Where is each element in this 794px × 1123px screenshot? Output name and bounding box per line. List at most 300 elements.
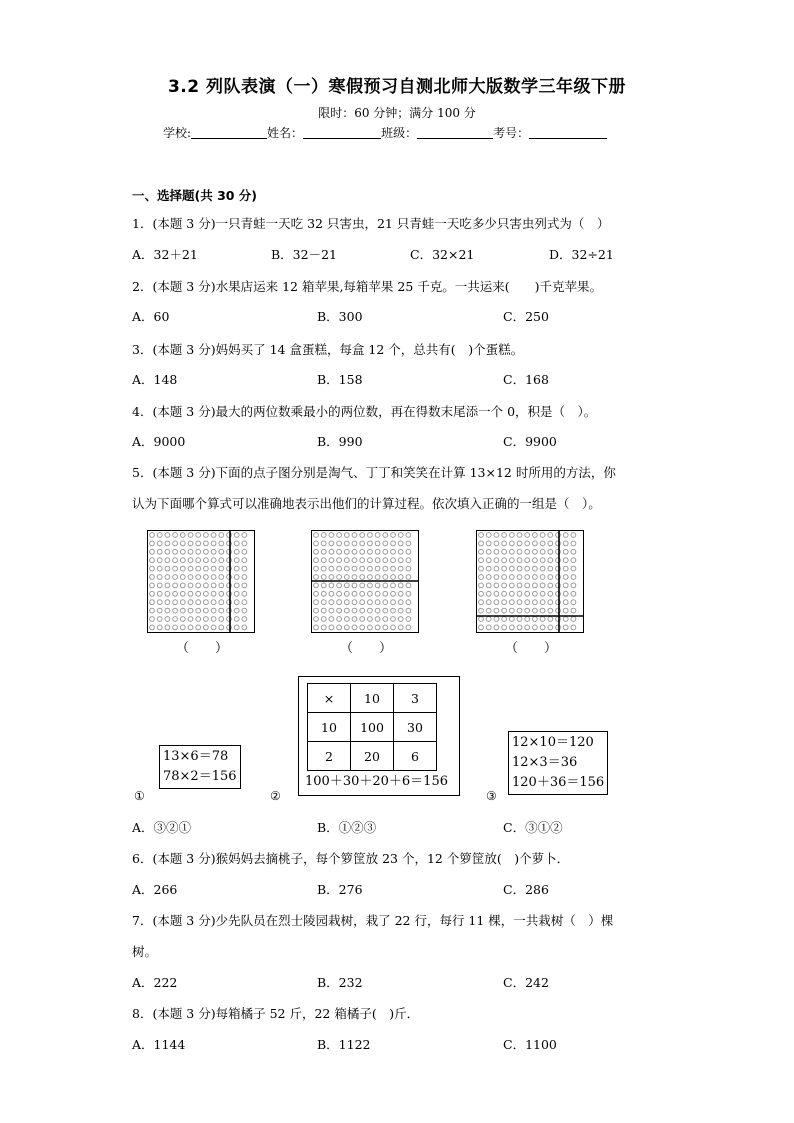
dot (204, 600, 209, 605)
dot (398, 608, 403, 613)
dot (502, 575, 507, 580)
q1-option-b[interactable]: B．32－21 (271, 247, 337, 262)
dot (337, 591, 342, 596)
question-7-line-2: 树。 (132, 944, 158, 959)
q2-option-c[interactable]: C．250 (503, 309, 549, 324)
dot (486, 566, 491, 571)
dot (398, 617, 403, 622)
dot (219, 600, 224, 605)
dot (219, 558, 224, 563)
dot (563, 533, 568, 538)
dot (204, 583, 209, 588)
dot (391, 566, 396, 571)
dot (150, 583, 155, 588)
dot (548, 583, 553, 588)
q7-option-b[interactable]: B．232 (317, 975, 363, 990)
dot (571, 591, 576, 596)
dot (188, 600, 193, 605)
dot (344, 625, 349, 630)
dot (165, 575, 170, 580)
dot (204, 558, 209, 563)
dot (157, 625, 162, 630)
dot (321, 625, 326, 630)
dot (375, 583, 380, 588)
dot (525, 533, 530, 538)
dot (494, 566, 499, 571)
q5-option-c[interactable]: C．③①② (503, 820, 563, 835)
dot (479, 591, 484, 596)
dot (337, 608, 342, 613)
dot (533, 608, 538, 613)
dot (344, 617, 349, 622)
dot (211, 617, 216, 622)
dot (548, 608, 553, 613)
dot (321, 591, 326, 596)
dot (337, 541, 342, 546)
dot (204, 591, 209, 596)
dot (368, 600, 373, 605)
dot (509, 549, 514, 554)
dot (242, 608, 247, 613)
dot (314, 549, 319, 554)
dot (391, 591, 396, 596)
q3-option-c[interactable]: C．168 (503, 372, 549, 387)
question-3: 3．(本题 3 分)妈妈买了 14 盒蛋糕，每盒 12 个，总共有( )个蛋糕。 (132, 342, 524, 357)
figure-2-answer-paren: （ ） (340, 641, 393, 656)
dot (180, 566, 185, 571)
q3-option-a[interactable]: A．148 (132, 372, 178, 387)
dot (563, 608, 568, 613)
dot (150, 591, 155, 596)
dot (337, 566, 342, 571)
dot (517, 617, 522, 622)
dot (234, 575, 239, 580)
dot (211, 608, 216, 613)
dot (509, 566, 514, 571)
time-limit: 限时：60 分钟；满分 100 分 (318, 106, 476, 120)
dot (517, 625, 522, 630)
dot (368, 566, 373, 571)
dot (509, 575, 514, 580)
dot (150, 625, 155, 630)
grid-cell: 2 (308, 742, 351, 771)
q4-option-c[interactable]: C．9900 (503, 434, 557, 449)
dot (314, 591, 319, 596)
dot (173, 625, 178, 630)
dot (571, 583, 576, 588)
dot (540, 608, 545, 613)
dot (502, 600, 507, 605)
dot (368, 533, 373, 538)
dot (321, 608, 326, 613)
dot (321, 533, 326, 538)
dot (180, 625, 185, 630)
dot (368, 617, 373, 622)
q2-option-b[interactable]: B．300 (317, 309, 363, 324)
dot (563, 575, 568, 580)
dot (375, 566, 380, 571)
dot (352, 600, 357, 605)
dot (204, 625, 209, 630)
dot (360, 617, 365, 622)
dot (242, 617, 247, 622)
dot (406, 575, 411, 580)
grid-cell: 10 (351, 684, 394, 713)
dot (204, 533, 209, 538)
dot (180, 617, 185, 622)
dot (479, 575, 484, 580)
method-1-box (159, 745, 241, 789)
dot (188, 583, 193, 588)
dot (196, 575, 201, 580)
dot (486, 608, 491, 613)
dot (188, 533, 193, 538)
dot (234, 541, 239, 546)
dot (494, 558, 499, 563)
dot (352, 591, 357, 596)
dot (517, 575, 522, 580)
q7-option-c[interactable]: C．242 (503, 975, 549, 990)
dot (406, 617, 411, 622)
dot (211, 558, 216, 563)
dot (188, 617, 193, 622)
dot (219, 591, 224, 596)
dot (391, 549, 396, 554)
dot (571, 600, 576, 605)
dot (337, 533, 342, 538)
dot (337, 549, 342, 554)
dot (352, 617, 357, 622)
dot (329, 617, 334, 622)
dot (375, 600, 380, 605)
dot (533, 533, 538, 538)
dot (329, 558, 334, 563)
dot (486, 533, 491, 538)
dot (165, 608, 170, 613)
dot (314, 625, 319, 630)
dot (352, 549, 357, 554)
dot (563, 591, 568, 596)
dot (494, 608, 499, 613)
dot (375, 617, 380, 622)
dot (563, 625, 568, 630)
dot (398, 583, 403, 588)
dot (525, 558, 530, 563)
dot (173, 591, 178, 596)
dot (352, 625, 357, 630)
dot (234, 549, 239, 554)
dot (494, 625, 499, 630)
dot (406, 533, 411, 538)
dot (368, 549, 373, 554)
dot (479, 583, 484, 588)
dot (375, 549, 380, 554)
dot (196, 625, 201, 630)
method-2-box (298, 676, 460, 796)
dot (486, 541, 491, 546)
dot (180, 583, 185, 588)
dot (525, 583, 530, 588)
dot (540, 575, 545, 580)
method-1-line: 13×6＝78 (163, 749, 229, 764)
dot (509, 600, 514, 605)
dot (502, 541, 507, 546)
q8-option-c[interactable]: C．1100 (503, 1037, 557, 1052)
dot (165, 533, 170, 538)
q4-option-b[interactable]: B．990 (317, 434, 363, 449)
dot (563, 549, 568, 554)
dot (211, 533, 216, 538)
dot (234, 625, 239, 630)
dot (502, 558, 507, 563)
question-2: 2．(本题 3 分)水果店运来 12 箱苹果,每箱苹果 25 千克。一共运来( )千克苹果。 (132, 279, 603, 294)
school-label: 学校: (163, 126, 192, 140)
dot (479, 558, 484, 563)
dot (219, 617, 224, 622)
dot (173, 566, 178, 571)
dot (242, 575, 247, 580)
dot (525, 608, 530, 613)
dot (173, 600, 178, 605)
dot (360, 575, 365, 580)
dot (368, 608, 373, 613)
dot (479, 617, 484, 622)
dot (383, 549, 388, 554)
dot (314, 558, 319, 563)
dot (486, 575, 491, 580)
dot (533, 575, 538, 580)
dot (211, 575, 216, 580)
dot (398, 591, 403, 596)
dot (157, 533, 162, 538)
q1-option-d[interactable]: D．32÷21 (549, 247, 614, 262)
dot (494, 541, 499, 546)
method-3-box (508, 731, 608, 795)
dot (571, 533, 576, 538)
dot (211, 591, 216, 596)
dot (391, 617, 396, 622)
dot (180, 549, 185, 554)
dot (314, 583, 319, 588)
dot (406, 591, 411, 596)
dot (509, 558, 514, 563)
dot (383, 625, 388, 630)
dot (517, 558, 522, 563)
dot (540, 591, 545, 596)
dot-figure-3 (476, 530, 584, 633)
dot (173, 533, 178, 538)
dot (406, 583, 411, 588)
dot (173, 575, 178, 580)
dot (150, 600, 155, 605)
q7-option-a[interactable]: A．222 (132, 975, 178, 990)
dot (196, 549, 201, 554)
dot (494, 575, 499, 580)
dot (321, 541, 326, 546)
dot (157, 558, 162, 563)
dot (165, 600, 170, 605)
method-2-sum: 100＋30＋20＋6＝156 (305, 774, 448, 789)
method-3-line: 12×10＝120 (512, 735, 594, 750)
dot (314, 600, 319, 605)
dot (563, 541, 568, 546)
dot (173, 608, 178, 613)
method-3-label: ③ (486, 789, 497, 803)
q8-option-a[interactable]: A．1144 (132, 1037, 186, 1052)
dot (479, 549, 484, 554)
dot (157, 541, 162, 546)
dot (173, 558, 178, 563)
dot (479, 533, 484, 538)
dot (157, 591, 162, 596)
dot (383, 608, 388, 613)
dot (165, 549, 170, 554)
school-blank (191, 125, 267, 139)
dot (494, 591, 499, 596)
dot (150, 617, 155, 622)
dot (517, 600, 522, 605)
dot (242, 591, 247, 596)
method-1-label: ① (134, 789, 145, 803)
dot (165, 541, 170, 546)
dot (344, 558, 349, 563)
dot (234, 583, 239, 588)
q8-option-b[interactable]: B．1122 (317, 1037, 371, 1052)
grid-cell: 20 (351, 742, 394, 771)
q6-option-b[interactable]: B．276 (317, 882, 363, 897)
dot (314, 608, 319, 613)
q4-option-a[interactable]: A．9000 (132, 434, 186, 449)
dot (352, 566, 357, 571)
dot (150, 608, 155, 613)
q2-option-a[interactable]: A．60 (132, 309, 170, 324)
dot (234, 591, 239, 596)
dot-figure-2 (311, 530, 419, 633)
dot (509, 533, 514, 538)
dot (486, 600, 491, 605)
dot (337, 600, 342, 605)
question-5-line-2: 认为下面哪个算式可以准确地表示出他们的计算过程。依次填入正确的一组是（ ）。 (132, 496, 601, 511)
dot (486, 583, 491, 588)
q5-option-b[interactable]: B．①②③ (317, 820, 377, 835)
dot (406, 566, 411, 571)
dot (368, 591, 373, 596)
grid-cell: × (308, 684, 351, 713)
dot (391, 600, 396, 605)
dot (479, 566, 484, 571)
dot (314, 566, 319, 571)
dot (188, 625, 193, 630)
dot (533, 566, 538, 571)
q1-option-a[interactable]: A．32＋21 (132, 247, 198, 262)
student-info-line (163, 124, 607, 141)
dot (391, 575, 396, 580)
dot (242, 533, 247, 538)
dot (337, 575, 342, 580)
dot (188, 549, 193, 554)
dot (360, 558, 365, 563)
grid-cell: 30 (394, 713, 437, 742)
dot (219, 549, 224, 554)
dot (525, 625, 530, 630)
dot (502, 591, 507, 596)
q1-option-c[interactable]: C．32×21 (410, 247, 475, 262)
method-1-line: 78×2＝156 (163, 769, 237, 784)
dot (548, 625, 553, 630)
dot (352, 583, 357, 588)
dot (502, 625, 507, 630)
q5-option-a[interactable]: A．③②① (132, 820, 192, 835)
dot (321, 583, 326, 588)
dot (173, 617, 178, 622)
dot (344, 608, 349, 613)
method-3-line: 120＋36＝156 (512, 775, 605, 790)
dot (360, 591, 365, 596)
dot (329, 541, 334, 546)
dot (383, 617, 388, 622)
dot (188, 541, 193, 546)
dot (571, 575, 576, 580)
dot (533, 541, 538, 546)
q6-option-c[interactable]: C．286 (503, 882, 549, 897)
dot (219, 533, 224, 538)
dot (540, 625, 545, 630)
dot (563, 617, 568, 622)
dot (398, 533, 403, 538)
dot (204, 541, 209, 546)
dot (219, 541, 224, 546)
dot (383, 591, 388, 596)
dot (204, 575, 209, 580)
dot (352, 541, 357, 546)
dot (157, 608, 162, 613)
dot (548, 558, 553, 563)
dot (360, 600, 365, 605)
dot (486, 558, 491, 563)
dot (242, 549, 247, 554)
dot (383, 533, 388, 538)
q3-option-b[interactable]: B．158 (317, 372, 363, 387)
dot (533, 617, 538, 622)
q6-option-a[interactable]: A．266 (132, 882, 178, 897)
dot (150, 558, 155, 563)
dot (571, 558, 576, 563)
dot-figure-1 (147, 530, 255, 633)
dot (219, 566, 224, 571)
dot (406, 625, 411, 630)
dot (563, 558, 568, 563)
dot (314, 575, 319, 580)
dot (494, 533, 499, 538)
dot (329, 583, 334, 588)
dot (479, 608, 484, 613)
dot (368, 575, 373, 580)
dot (375, 608, 380, 613)
dot (157, 617, 162, 622)
dot (398, 549, 403, 554)
dot (383, 558, 388, 563)
name-blank (303, 125, 381, 139)
dot (211, 583, 216, 588)
dot (180, 533, 185, 538)
dot (165, 625, 170, 630)
dot (494, 549, 499, 554)
dot (196, 566, 201, 571)
dot (398, 541, 403, 546)
dot (165, 566, 170, 571)
dot (563, 566, 568, 571)
dot (352, 575, 357, 580)
